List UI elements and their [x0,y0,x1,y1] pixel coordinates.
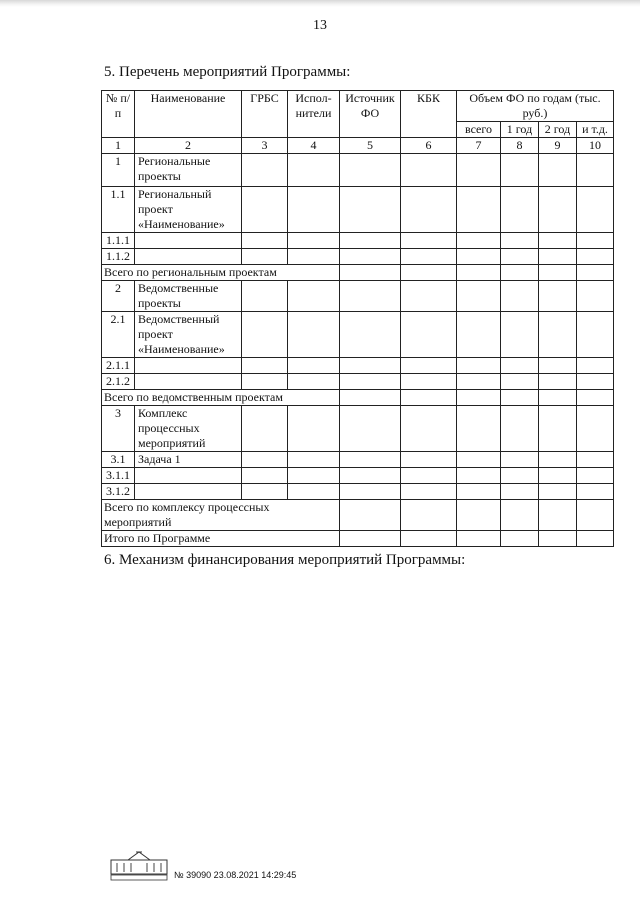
row-num: 3.1.2 [102,484,135,500]
table-row [102,187,614,233]
col-number: 6 [401,138,457,154]
table-row [102,281,614,312]
row-num: 2 [102,281,135,312]
table-row [102,531,614,547]
header-name: Наименование [135,91,242,138]
row-num: 1 [102,154,135,187]
col-number: 10 [577,138,614,154]
row-num: 2.1.1 [102,358,135,374]
table-row [102,154,614,187]
col-number: 5 [340,138,401,154]
header-source: Источник ФО [340,91,401,138]
total-departmental-label: Всего по ведомственным проектам [102,390,340,406]
scan-edge [0,0,640,7]
header-volume: Объем ФО по годам (тыс. руб.) [457,91,614,122]
row-num: 3 [102,406,135,452]
table-row [102,265,614,281]
row-name: Задача 1 [135,452,242,468]
header-total: всего [457,122,501,138]
row-name: Ведомственный проект «Наименование» [135,312,242,358]
government-stamp-icon [108,848,170,884]
total-process-label: Всего по комплексу процессных мероприятий [102,500,340,531]
header-executors: Испол-нители [288,91,340,138]
grand-total-label: Итого по Программе [102,531,340,547]
section-5-title: 5. Перечень мероприятий Программы: [104,64,351,80]
header-grbs: ГРБС [242,91,288,138]
table-row [102,374,614,390]
table-row [102,406,614,452]
row-name: Региональные проекты [135,154,242,187]
table-row [102,233,614,249]
section-6-title: 6. Механизм финансирования мероприятий Программы: [104,552,466,568]
col-number: 8 [501,138,539,154]
col-number: 4 [288,138,340,154]
row-num: 1.1 [102,187,135,233]
header-kbk: КБК [401,91,457,138]
table-row [102,390,614,406]
registration-number: № 39090 23.08.2021 14:29:45 [174,870,297,880]
row-num: 1.1.1 [102,233,135,249]
row-num: 2.1 [102,312,135,358]
col-number: 1 [102,138,135,154]
measures-table [101,90,614,547]
header-num: № п/п [102,91,135,138]
row-num: 1.1.2 [102,249,135,265]
table-row [102,358,614,374]
row-name: Ведомственные проекты [135,281,242,312]
row-num: 2.1.2 [102,374,135,390]
header-year1: 1 год [501,122,539,138]
col-number: 2 [135,138,242,154]
table-row [102,468,614,484]
row-name: Комплекс процессных мероприятий [135,406,242,452]
table-row [102,312,614,358]
col-number: 3 [242,138,288,154]
page-number: 13 [313,18,327,33]
col-number: 9 [539,138,577,154]
table-row [102,484,614,500]
header-year2: 2 год [539,122,577,138]
total-regional-label: Всего по региональным проектам [102,265,340,281]
table-row [102,500,614,531]
col-number: 7 [457,138,501,154]
header-etc: и т.д. [577,122,614,138]
row-num: 3.1 [102,452,135,468]
table-row [102,452,614,468]
table-row [102,249,614,265]
row-name: Региональный проект «Наименование» [135,187,242,233]
row-num: 3.1.1 [102,468,135,484]
